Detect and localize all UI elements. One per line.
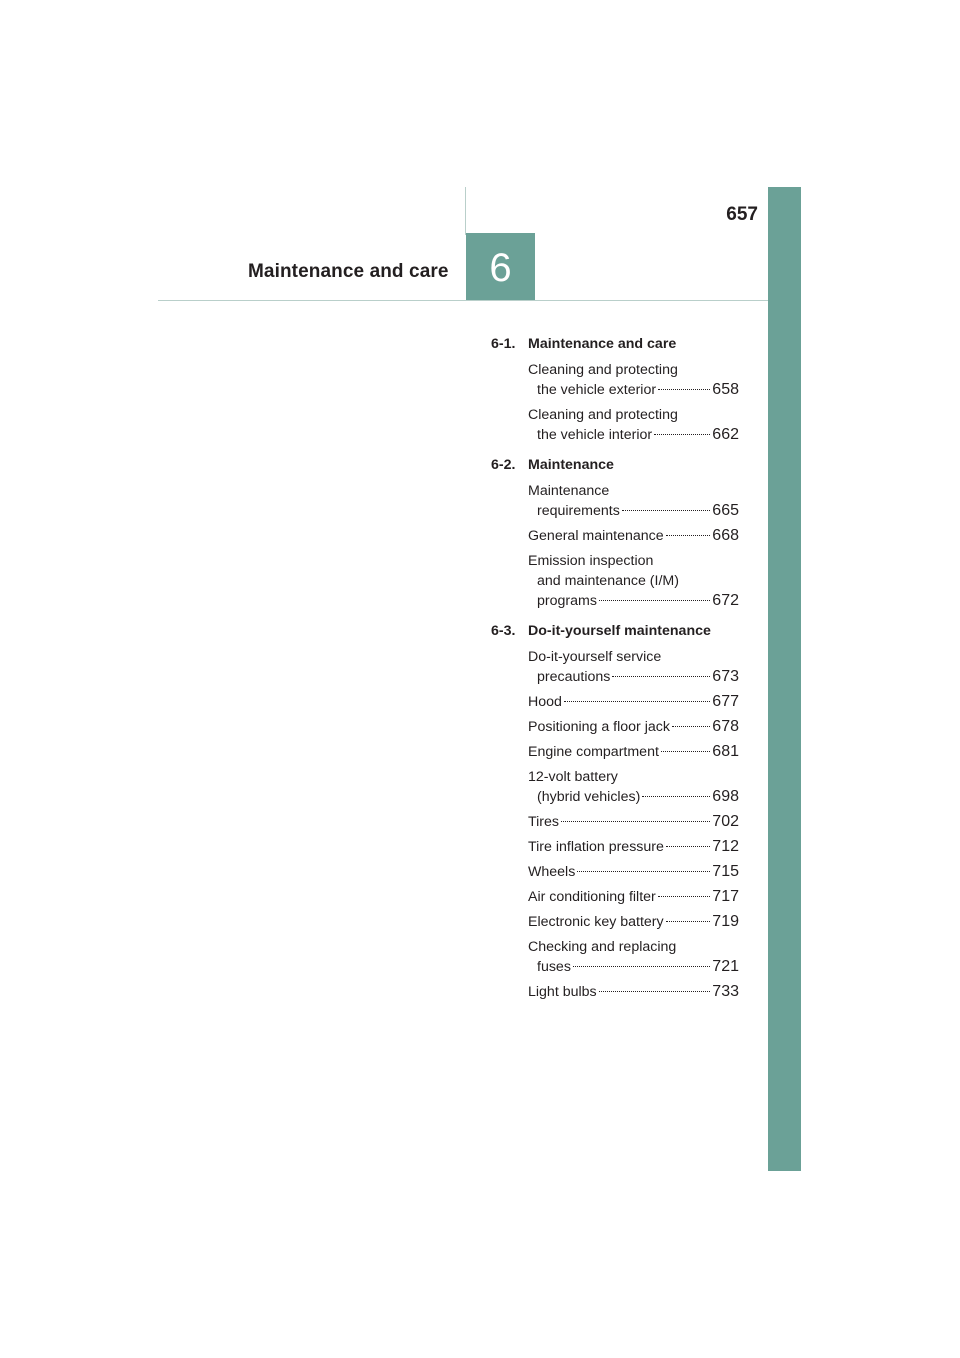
dot-leader: [666, 535, 711, 536]
entry-page-number: 658: [712, 381, 739, 398]
toc-entry[interactable]: [528, 551, 739, 611]
dot-leader: [599, 600, 710, 601]
entry-text: Checking and replacing: [528, 939, 677, 955]
section-heading: [491, 455, 739, 475]
entry-row: [528, 526, 739, 546]
entry-page-number: 717: [712, 888, 739, 905]
entry-text: 12-volt battery: [528, 769, 618, 785]
entry-text: Positioning a floor jack: [528, 719, 670, 735]
entry-text: requirements: [537, 503, 620, 519]
chapter-side-tab: [768, 187, 801, 1171]
dot-leader: [612, 676, 710, 677]
toc-section: [491, 334, 739, 445]
chapter-title: Maintenance and care: [248, 261, 449, 282]
entry-text: Do-it-yourself service: [528, 649, 662, 665]
entry-text: the vehicle interior: [537, 427, 653, 443]
dot-leader: [654, 434, 710, 435]
entry-page-number: 673: [712, 668, 739, 685]
toc-entry[interactable]: [528, 937, 739, 977]
entry-page-number: 678: [712, 718, 739, 735]
entry-text: General maintenance: [528, 528, 664, 544]
entry-page-number: 721: [712, 958, 739, 975]
toc-entry[interactable]: [528, 912, 739, 932]
entry-page-number: 698: [712, 788, 739, 805]
toc-entry[interactable]: [528, 742, 739, 762]
section-number: 6-2.: [491, 457, 516, 473]
dot-leader: [642, 796, 710, 797]
toc-entry[interactable]: [528, 982, 739, 1002]
entry-row: [528, 667, 739, 687]
entry-text: the vehicle exterior: [537, 382, 657, 398]
toc-entry[interactable]: [528, 692, 739, 712]
entry-row: [528, 425, 739, 445]
header-horizontal-rule: [158, 300, 768, 301]
entry-text: Maintenance: [528, 483, 610, 499]
entry-page-number: 733: [712, 983, 739, 1000]
entry-row: [528, 982, 739, 1002]
dot-leader: [666, 921, 711, 922]
entry-row: [528, 717, 739, 737]
entry-page-number: 677: [712, 693, 739, 710]
entry-text: Cleaning and protecting: [528, 407, 678, 423]
entry-row: [528, 692, 739, 712]
toc-entry[interactable]: [528, 481, 739, 521]
entry-row: [528, 862, 739, 882]
toc-entry[interactable]: [528, 405, 739, 445]
section-title: Maintenance and care: [528, 336, 677, 352]
entry-row: [528, 837, 739, 857]
entry-text: Wheels: [528, 864, 576, 880]
section-number: 6-3.: [491, 623, 516, 639]
entry-text: (hybrid vehicles): [537, 789, 641, 805]
toc-entry[interactable]: [528, 717, 739, 737]
dot-leader: [577, 871, 710, 872]
dot-leader: [573, 966, 710, 967]
dot-leader: [666, 846, 710, 847]
entry-row: [528, 380, 739, 400]
section-heading: [491, 334, 739, 354]
entry-row: [528, 742, 739, 762]
dot-leader: [658, 389, 710, 390]
entry-text: Electronic key battery: [528, 914, 664, 930]
entry-text: fuses: [537, 959, 571, 975]
entry-row: [528, 912, 739, 932]
entry-page-number: 672: [712, 592, 739, 609]
toc-entry[interactable]: [528, 767, 739, 807]
entry-page-number: 662: [712, 426, 739, 443]
section-heading: [491, 621, 739, 641]
dot-leader: [561, 821, 710, 822]
entry-row: [528, 887, 739, 907]
dot-leader: [564, 701, 710, 702]
entry-text: and maintenance (I/M): [537, 573, 679, 589]
entry-text: Emission inspection: [528, 553, 654, 569]
header-vertical-rule: [465, 187, 466, 235]
entry-text: Hood: [528, 694, 562, 710]
entry-page-number: 712: [712, 838, 739, 855]
entry-page-number: 719: [712, 913, 739, 930]
toc-entry[interactable]: [528, 862, 739, 882]
dot-leader: [672, 726, 710, 727]
section-number: 6-1.: [491, 336, 516, 352]
entry-text: programs: [537, 593, 597, 609]
toc-section: [491, 455, 739, 611]
toc-entry[interactable]: [528, 837, 739, 857]
entry-row: [528, 957, 739, 977]
page-number: 657: [726, 204, 758, 225]
toc-entry[interactable]: [528, 360, 739, 400]
toc-entry[interactable]: [528, 526, 739, 546]
entry-row: [528, 591, 739, 611]
entry-text: Tires: [528, 814, 560, 830]
entry-page-number: 665: [712, 502, 739, 519]
entry-text: Tire inflation pressure: [528, 839, 664, 855]
table-of-contents: [491, 334, 739, 1012]
entry-page-number: 668: [712, 527, 739, 544]
section-title: Maintenance: [528, 457, 614, 473]
dot-leader: [661, 751, 710, 752]
entry-text: Cleaning and protecting: [528, 362, 678, 378]
entry-page-number: 681: [712, 743, 739, 760]
dot-leader: [622, 510, 710, 511]
toc-entry[interactable]: [528, 812, 739, 832]
dot-leader: [658, 896, 711, 897]
toc-entry[interactable]: [528, 887, 739, 907]
toc-entry[interactable]: [528, 647, 739, 687]
toc-section: [491, 621, 739, 1002]
entry-row: [528, 501, 739, 521]
entry-row: [528, 787, 739, 807]
entry-text: Air conditioning filter: [528, 889, 656, 905]
chapter-number-box: 6: [466, 233, 535, 300]
entry-text: Engine compartment: [528, 744, 659, 760]
entry-page-number: 715: [712, 863, 739, 880]
section-title: Do-it-yourself maintenance: [528, 623, 711, 639]
entry-text: Light bulbs: [528, 984, 597, 1000]
entry-text: precautions: [537, 669, 611, 685]
dot-leader: [599, 991, 711, 992]
entry-row: [528, 812, 739, 832]
entry-page-number: 702: [712, 813, 739, 830]
